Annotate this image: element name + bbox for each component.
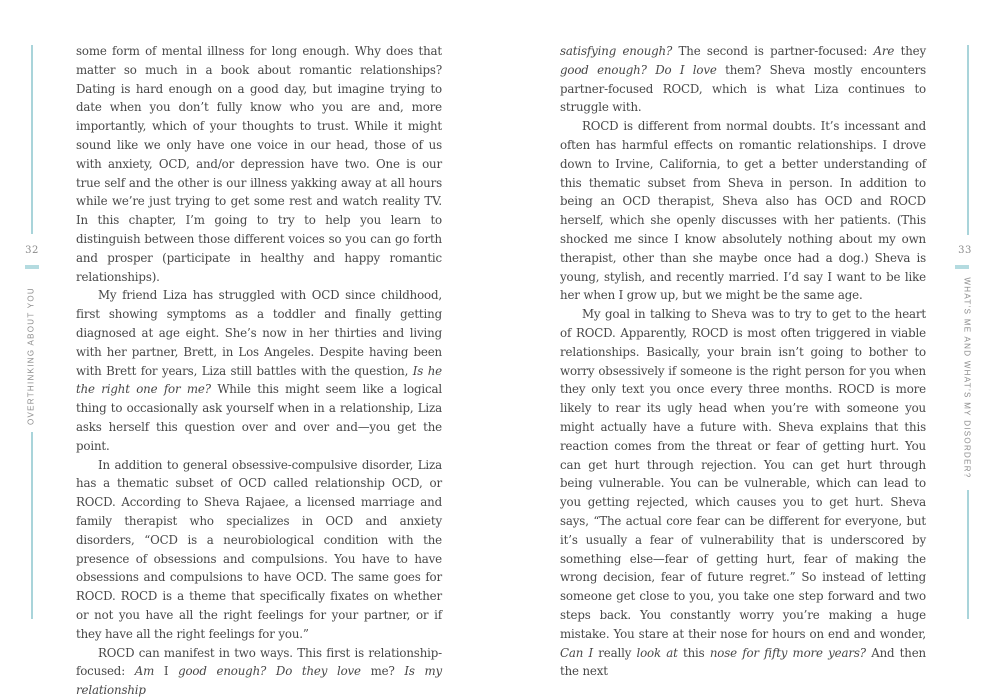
paragraph: some form of mental illness for long enough. Why does that matter so much in a book about romantic relationships? Dating is hard enough on a good day, but imagine trying to date when you don’t fully know who you are and, more importantly, which of your thoughts to trust. While it might sound like we only have one voice in our head, those of us with anxiety, OCD, and/or depression have two. One is our true self and the other is our illness yakking away at all hours while we’re just trying to get some rest and watch reality TV. In this chapter, I’m going to try to help you learn to distinguish between those different voices so you can go forth and prosper (participate in healthy and happy romantic relationships). (76, 44, 442, 284)
margin-rule-left-top (31, 45, 33, 234)
page-number-dash-left (25, 265, 39, 269)
running-head-left: OVERTHINKING ABOUT YOU (26, 287, 36, 425)
paragraph: In addition to general obsessive-compulsive disorder, Liza has a thematic subset of OCD called relationship OCD, or ROCD. According to Sheva Rajaee, a licensed marriage and family therapist who specializes in OCD and anxiety disorders, “OCD is a neurobiological condition with the presence of obsessions and compulsions. You have to have obsessions and compulsions to have OCD. The same goes for ROCD. ROCD is a theme that specifically fixates on whether or not you have all the right feelings for your partner, or if they have all the right feelings for you.” (76, 457, 442, 641)
paragraph: ROCD is different from normal doubts. It’s incessant and often has harmful effects on romantic relationships. I drove down to Irvine, California, to get a better understanding of this thematic subset from Sheva in person. In addition to being an OCD therapist, Sheva also has OCD and ROCD herself, which she openly discusses with her patients. (This shocked me since I know absolutely nothing about my own therapist, other than she maybe once had a dog.) Sheva is young, stylish, and recently married. I’d say I want to be like her when I grow up, but we might be the same age. (560, 119, 926, 303)
page-number-dash-right (955, 265, 969, 269)
margin-rule-right-bottom (967, 490, 969, 619)
page-number-right: 33 (958, 245, 972, 256)
left-page-text-column (76, 42, 442, 700)
margin-rule-left-bottom (31, 432, 33, 619)
paragraph: My goal in talking to Sheva was to try to get to the heart of ROCD. Apparently, ROCD is most often triggered in viable relationships. Basically, your brain isn’t going to bother to worry obsessively if someone is the right person for you when they only text you once every three months. ROCD is more likely to rear its ugly head when you’re with someone you might actually have a future with. Sheva explains that this reaction comes from the threat or fear of getting hurt. You can get hurt through rejection. You can get hurt through being vulnerable. You can be vulnerable, which can lead to you getting rejected, which causes you to get hurt. Sheva says, “The actual core fear can be different for everyone, but it’s usually a fear of vulnerability that is underscored by something else—fear of getting hurt, fear of making the wrong decision, fear of future regret.” So instead of letting someone get close to you, you take one step forward and two steps back. You constantly worry you’re making a huge mistake. You stare at their nose for hours on end and wonder, Can I really look at this nose for fifty more years? And then the next (560, 307, 926, 679)
running-head-right: WHAT’S ME AND WHAT’S MY DISORDER? (962, 277, 972, 479)
page-number-left: 32 (25, 245, 39, 256)
margin-rule-right-top (967, 45, 969, 235)
right-page-text-column (560, 42, 926, 681)
paragraph: satisfying enough? The second is partner-focused: Are they good enough? Do I love them? Sheva mostly encounters partner-focused ROCD, which is what Liza continues to struggle with. (560, 44, 926, 115)
paragraph: ROCD can manifest in two ways. This first is relationship-focused: Am I good enough? Do they love me? Is my relationship (76, 645, 442, 698)
paragraph: My friend Liza has struggled with OCD since childhood, first showing symptoms as a toddler and finally getting diagnosed at age eight. She’s now in her thirties and living with her partner, Brett, in Los Angeles. Despite having been with Brett for years, Liza still battles with the question, Is he the right one for me? While this might seem like a logical thing to occasionally ask yourself when in a relationship, Liza asks herself this question over and over and—you get the point. (76, 288, 442, 453)
